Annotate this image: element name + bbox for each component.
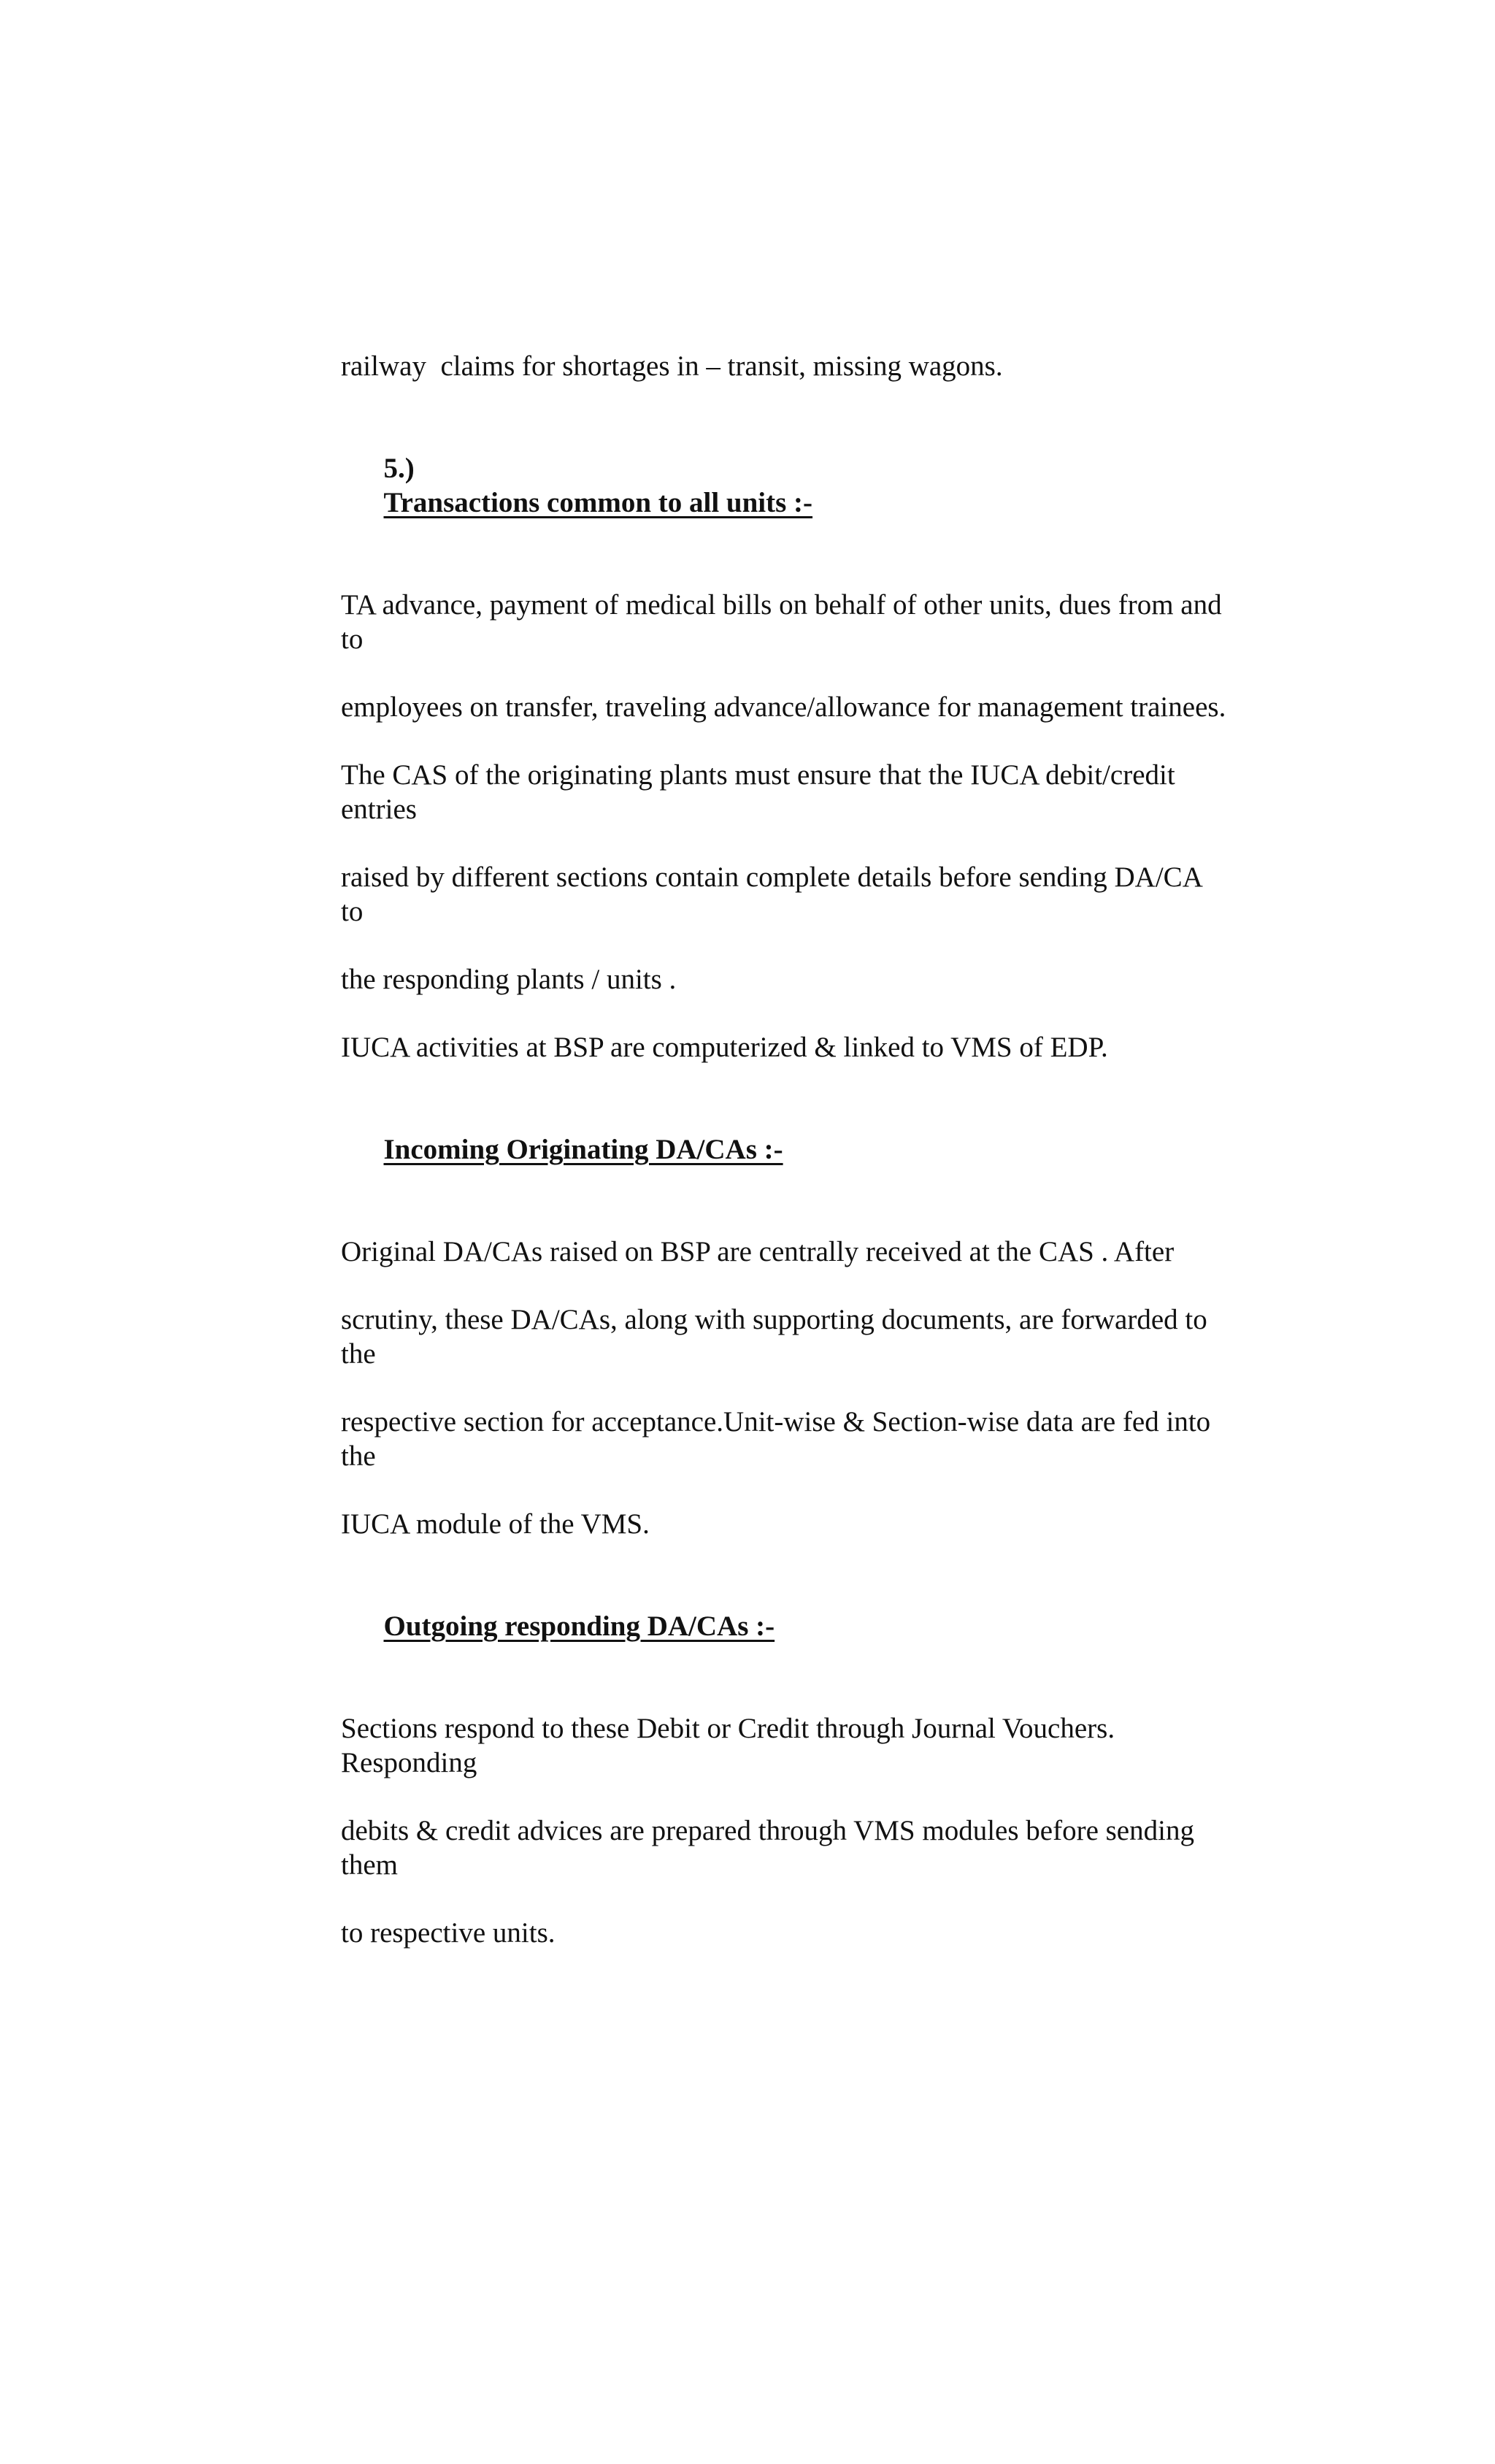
section-number: 5.) (383, 453, 415, 484)
section-title: Transactions common to all units :- (383, 487, 813, 518)
paragraph-gap (341, 929, 1268, 962)
paragraph-gap (341, 656, 1268, 690)
paragraph-gap (341, 1780, 1268, 1814)
paragraph-gap (341, 997, 1268, 1030)
paragraph-gap (341, 1064, 1268, 1098)
paragraph-gap (341, 1541, 1268, 1575)
paragraph-original-dacas: Original DA/CAs raised on BSP are centrally received at the CAS . After (341, 1236, 1175, 1267)
paragraph-responding-plants: the responding plants / units . (341, 964, 677, 995)
paragraph-gap (341, 1269, 1268, 1302)
section-heading-transactions (341, 417, 1268, 554)
paragraph-ta-advance: TA advance, payment of medical bills on behalf of other units, dues from and to (341, 589, 1222, 655)
paragraph-sections-respond: Sections respond to these Debit or Credit through Journal Vouchers. Responding (341, 1713, 1115, 1778)
paragraph-gap (341, 554, 1268, 588)
document-body (341, 349, 1268, 1950)
paragraph-gap (341, 1882, 1268, 1916)
paragraph-debits-credit: debits & credit advices are prepared through VMS modules before sending them (341, 1815, 1194, 1881)
paragraph-gap (341, 1371, 1268, 1405)
heading-outgoing (341, 1575, 1268, 1678)
paragraph-raised-by-sections: raised by different sections contain complete details before sending DA/CA to (341, 861, 1203, 927)
paragraph-cas-ensure: The CAS of the originating plants must ensure that the IUCA debit/credit entries (341, 759, 1175, 825)
paragraph-gap (341, 383, 1268, 417)
paragraph-scrutiny: scrutiny, these DA/CAs, along with supporting documents, are forwarded to the (341, 1304, 1207, 1370)
paragraph-gap (341, 1678, 1268, 1711)
paragraph-gap (341, 724, 1268, 758)
heading-incoming (341, 1098, 1268, 1201)
paragraph-iuca-computerized: IUCA activities at BSP are computerized & linked to VMS of EDP. (341, 1032, 1108, 1063)
paragraph-respective-units: to respective units. (341, 1917, 556, 1949)
heading-outgoing-title: Outgoing responding DA/CAs :- (383, 1611, 775, 1642)
paragraph-respective-section: respective section for acceptance.Unit-wise & Section-wise data are fed into the (341, 1406, 1211, 1472)
paragraph-gap (341, 826, 1268, 860)
heading-incoming-title: Incoming Originating DA/CAs :- (383, 1134, 783, 1165)
paragraph-gap (341, 1201, 1268, 1235)
paragraph-iuca-module: IUCA module of the VMS. (341, 1508, 650, 1540)
paragraph-gap (341, 1473, 1268, 1507)
paragraph-railway-claims: railway claims for shortages in – transit, missing wagons. (341, 350, 1003, 382)
paragraph-employees-transfer: employees on transfer, traveling advance/allowance for management trainees. (341, 691, 1226, 723)
